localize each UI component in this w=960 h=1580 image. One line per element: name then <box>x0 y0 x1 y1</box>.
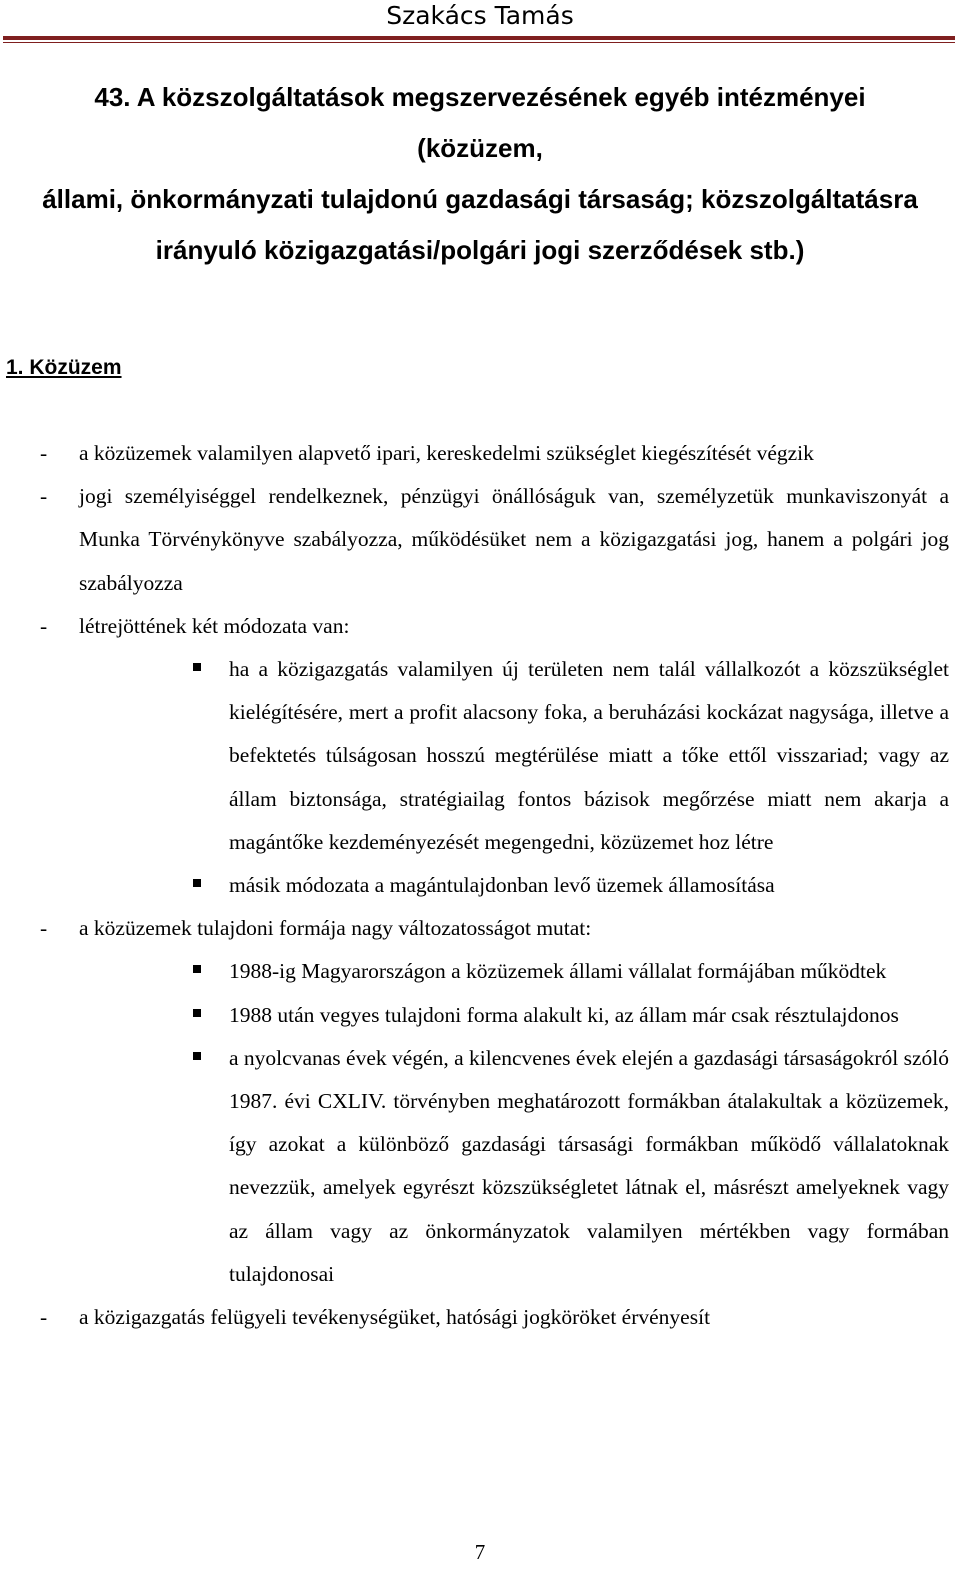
list-item <box>0 1296 949 1339</box>
body-text <box>0 432 960 1339</box>
sub-list-item <box>0 994 949 1037</box>
dash-marker: - <box>40 441 48 465</box>
square-bullet-icon <box>193 1009 201 1017</box>
dash-marker: - <box>40 1305 48 1330</box>
list-item-text: létrejöttének két módozata van: <box>79 613 350 638</box>
heading-line-3: irányuló közigazgatási/polgári jogi szerződések stb.) <box>155 235 805 265</box>
heading-line-1: 43. A közszolgáltatások megszervezésének egyéb intézményei (közüzem, <box>94 82 866 163</box>
list-item <box>0 605 949 648</box>
sub-list-item-text: 1988 után vegyes tulajdoni forma alakult ki, az állam már csak résztulajdonos <box>229 1002 899 1027</box>
square-bullet-icon <box>193 663 201 671</box>
list-item-text: a közigazgatás felügyeli tevékenységüket, hatósági jogköröket érvényesít <box>79 1305 711 1330</box>
square-bullet-icon <box>193 879 201 887</box>
sub-list-item-text: ha a közigazgatás valamilyen új területen nem talál vállalkozót a közszükséglet kielégítésére, mert a profit alacsony foka, a beruházási kockázat nagysága, illetve a befektetés túlságosan hosszú megtérülése miatt a tőke ettől visszariad; vagy az állam biztonsága, stratégiailag fontos bázisok megőrzése miatt nem akarja a magántőke kezdeményezését megengedni, közüzemet hoz létre <box>229 657 949 854</box>
header-rule-thin <box>3 42 955 43</box>
running-header: Szakács Tamás <box>386 1 574 30</box>
sub-list-item <box>0 648 949 864</box>
list-item-text: jogi személyiséggel rendelkeznek, pénzügyi önállóságuk van, személyzetük munkaviszonyát a Munka Törvénykönyve szabályozza, működésüket nem a közigazgatási jog, hanem a polgári jog szabályozza <box>79 484 949 595</box>
dash-marker: - <box>40 916 48 941</box>
list-item-text: a közüzemek valamilyen alapvető ipari, kereskedelmi szükséglet kiegészítését végzik <box>79 441 814 465</box>
list-item <box>0 475 949 605</box>
dash-marker: - <box>40 613 48 638</box>
section-title: 1. Közüzem <box>6 356 122 379</box>
sub-list-item <box>0 1037 949 1296</box>
list-item <box>0 432 949 475</box>
sub-list-item <box>0 950 949 993</box>
dash-marker: - <box>40 484 48 509</box>
list-item <box>0 907 949 950</box>
square-bullet-icon <box>193 1052 201 1060</box>
page-number: 7 <box>474 1540 486 1564</box>
header-rule-thick <box>3 36 955 40</box>
sub-list-item-text: a nyolcvanas évek végén, a kilencvenes évek elején a gazdasági társaságokról szóló 1987. évi CXLIV. törvényben meghatározott formákban átalakultak a közüzemek, így azokat a különböző gazdasági társasági formákban működő vállalatoknak nevezzük, amelyek egyrészt közszükségletet látnak el, másrészt amelyeknek vagy az állam vagy az önkormányzatok valamilyen mértékben vagy formában tulajdonosai <box>229 1045 949 1286</box>
sub-list-item <box>0 864 949 907</box>
sub-list-item-text: másik módozata a magántulajdonban levő üzemek államosítása <box>229 873 775 898</box>
square-bullet-icon <box>193 965 201 973</box>
chapter-heading <box>30 72 930 276</box>
sub-list-item-text: 1988-ig Magyarországon a közüzemek állami vállalat formájában működtek <box>229 959 887 984</box>
heading-line-2: állami, önkormányzati tulajdonú gazdasági társaság; közszolgáltatásra <box>42 184 918 214</box>
list-item-text: a közüzemek tulajdoni formája nagy változatosságot mutat: <box>79 916 592 941</box>
